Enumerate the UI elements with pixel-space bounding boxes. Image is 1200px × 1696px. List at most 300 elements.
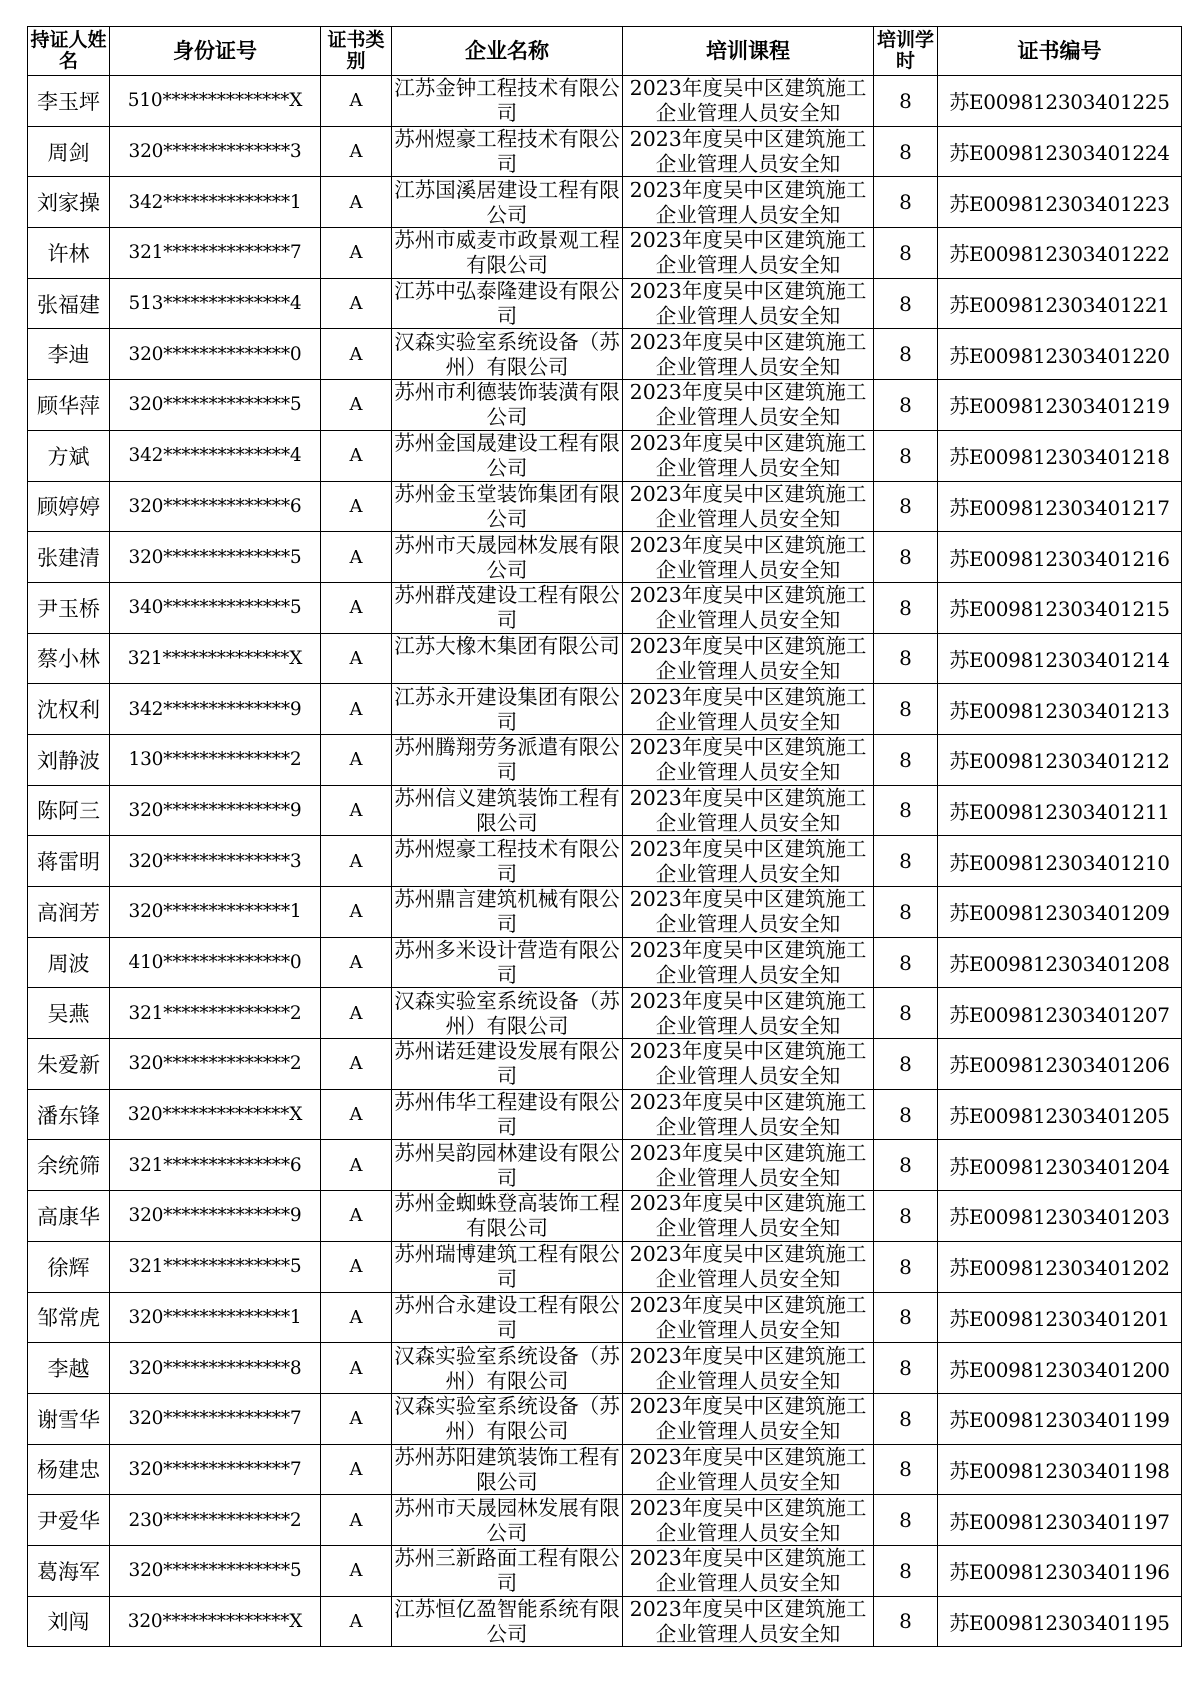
table-row xyxy=(28,887,1182,938)
company-name: 苏州鼎言建筑机械有限公司 xyxy=(394,887,620,937)
hours-cell: 8 xyxy=(874,1545,938,1596)
cert-category-cell: A xyxy=(321,937,392,988)
company-cell xyxy=(392,582,623,633)
hours-cell: 8 xyxy=(874,430,938,481)
company-name: 苏州金国晟建设工程有限公司 xyxy=(394,431,620,481)
holder-name-cell: 李越 xyxy=(28,1343,110,1394)
holder-name-cell: 杨建忠 xyxy=(28,1444,110,1495)
header-course: 培训课程 xyxy=(623,27,874,76)
company-cell xyxy=(392,228,623,279)
cert-no-cell: 苏E009812303401203 xyxy=(938,1191,1182,1242)
table-row xyxy=(28,278,1182,329)
course-name: 2023年度吴中区建筑施工企业管理人员安全知 xyxy=(629,684,867,734)
hours-cell: 8 xyxy=(874,1089,938,1140)
cert-no-cell: 苏E009812303401195 xyxy=(938,1596,1182,1647)
course-name: 2023年度吴中区建筑施工企业管理人员安全知 xyxy=(629,177,867,227)
company-name: 苏州煜豪工程技术有限公司 xyxy=(394,836,620,886)
cert-category-cell: A xyxy=(321,329,392,380)
cert-no-cell: 苏E009812303401208 xyxy=(938,937,1182,988)
header-id-number: 身份证号 xyxy=(110,27,321,76)
cert-no-cell: 苏E009812303401221 xyxy=(938,278,1182,329)
id-number-cell: 321**************2 xyxy=(110,988,321,1039)
holder-name-cell: 刘静波 xyxy=(28,734,110,785)
company-name: 苏州煜豪工程技术有限公司 xyxy=(394,127,620,177)
id-number-cell: 320**************1 xyxy=(110,1292,321,1343)
course-name: 2023年度吴中区建筑施工企业管理人员安全知 xyxy=(629,988,867,1038)
course-name: 2023年度吴中区建筑施工企业管理人员安全知 xyxy=(629,1394,867,1444)
hours-cell: 8 xyxy=(874,278,938,329)
holder-name-cell: 徐辉 xyxy=(28,1241,110,1292)
hours-cell: 8 xyxy=(874,887,938,938)
cert-category-cell: A xyxy=(321,76,392,127)
hours-cell: 8 xyxy=(874,836,938,887)
course-name: 2023年度吴中区建筑施工企业管理人员安全知 xyxy=(629,785,867,835)
cert-category-cell: A xyxy=(321,734,392,785)
cert-category-cell: A xyxy=(321,380,392,431)
company-name: 苏州市利德装饰装潢有限公司 xyxy=(394,380,620,430)
holder-name-cell: 尹爱华 xyxy=(28,1495,110,1546)
holder-name-cell: 李迪 xyxy=(28,329,110,380)
company-name: 汉森实验室系统设备（苏州）有限公司 xyxy=(394,1343,620,1393)
cert-category-cell: A xyxy=(321,684,392,735)
table-row xyxy=(28,1596,1182,1647)
hours-cell: 8 xyxy=(874,1191,938,1242)
holder-name-cell: 邹常虎 xyxy=(28,1292,110,1343)
table-row xyxy=(28,1191,1182,1242)
company-cell xyxy=(392,988,623,1039)
company-name: 江苏国溪居建设工程有限公司 xyxy=(394,177,620,227)
id-number-cell: 130**************2 xyxy=(110,734,321,785)
company-name: 苏州金玉堂装饰集团有限公司 xyxy=(394,481,620,531)
cert-no-cell: 苏E009812303401217 xyxy=(938,481,1182,532)
table-row xyxy=(28,1545,1182,1596)
course-name: 2023年度吴中区建筑施工企业管理人员安全知 xyxy=(629,836,867,886)
course-cell xyxy=(623,684,874,735)
holder-name-cell: 刘闯 xyxy=(28,1596,110,1647)
cert-no-cell: 苏E009812303401196 xyxy=(938,1545,1182,1596)
table-row xyxy=(28,228,1182,279)
table-row xyxy=(28,1495,1182,1546)
hours-cell: 8 xyxy=(874,177,938,228)
cert-no-cell: 苏E009812303401218 xyxy=(938,430,1182,481)
table-row xyxy=(28,1039,1182,1090)
company-cell xyxy=(392,1393,623,1444)
holder-name-cell: 张建清 xyxy=(28,532,110,583)
id-number-cell: 320**************5 xyxy=(110,532,321,583)
hours-cell: 8 xyxy=(874,1495,938,1546)
course-cell xyxy=(623,177,874,228)
id-number-cell: 320**************0 xyxy=(110,329,321,380)
cert-no-cell: 苏E009812303401212 xyxy=(938,734,1182,785)
cert-no-cell: 苏E009812303401211 xyxy=(938,785,1182,836)
table-row xyxy=(28,481,1182,532)
cert-category-cell: A xyxy=(321,988,392,1039)
table-row xyxy=(28,937,1182,988)
holder-name-cell: 沈权利 xyxy=(28,684,110,735)
course-name: 2023年度吴中区建筑施工企业管理人员安全知 xyxy=(629,532,867,582)
course-cell xyxy=(623,1495,874,1546)
holder-name-cell: 周剑 xyxy=(28,126,110,177)
cert-no-cell: 苏E009812303401210 xyxy=(938,836,1182,887)
table-row xyxy=(28,76,1182,127)
company-cell xyxy=(392,329,623,380)
holder-name-cell: 蔡小林 xyxy=(28,633,110,684)
cert-category-cell: A xyxy=(321,1444,392,1495)
id-number-cell: 320**************3 xyxy=(110,126,321,177)
company-cell xyxy=(392,278,623,329)
cert-category-cell: A xyxy=(321,430,392,481)
course-cell xyxy=(623,126,874,177)
company-name: 江苏大橡木集团有限公司 xyxy=(394,633,620,658)
id-number-cell: 342**************9 xyxy=(110,684,321,735)
course-name: 2023年度吴中区建筑施工企业管理人员安全知 xyxy=(629,76,867,126)
company-name: 苏州诺廷建设发展有限公司 xyxy=(394,1039,620,1089)
cert-category-cell: A xyxy=(321,1089,392,1140)
hours-cell: 8 xyxy=(874,684,938,735)
table-row xyxy=(28,1241,1182,1292)
course-cell xyxy=(623,1140,874,1191)
hours-cell: 8 xyxy=(874,988,938,1039)
company-cell xyxy=(392,1039,623,1090)
company-cell xyxy=(392,684,623,735)
company-cell xyxy=(392,1241,623,1292)
course-cell xyxy=(623,887,874,938)
table-row xyxy=(28,1343,1182,1394)
course-name: 2023年度吴中区建筑施工企业管理人员安全知 xyxy=(629,1090,867,1140)
course-name: 2023年度吴中区建筑施工企业管理人员安全知 xyxy=(629,1191,867,1241)
holder-name-cell: 张福建 xyxy=(28,278,110,329)
course-cell xyxy=(623,1241,874,1292)
cert-category-cell: A xyxy=(321,1495,392,1546)
cert-category-cell: A xyxy=(321,1191,392,1242)
cert-category-cell: A xyxy=(321,126,392,177)
company-cell xyxy=(392,1495,623,1546)
table-row xyxy=(28,532,1182,583)
hours-cell: 8 xyxy=(874,734,938,785)
id-number-cell: 320**************2 xyxy=(110,1039,321,1090)
company-name: 江苏永开建设集团有限公司 xyxy=(394,684,620,734)
cert-category-cell: A xyxy=(321,228,392,279)
table-row xyxy=(28,1444,1182,1495)
course-cell xyxy=(623,988,874,1039)
company-name: 苏州三新路面工程有限公司 xyxy=(394,1546,620,1596)
holder-name-cell: 尹玉桥 xyxy=(28,582,110,633)
cert-no-cell: 苏E009812303401215 xyxy=(938,582,1182,633)
company-name: 苏州信义建筑装饰工程有限公司 xyxy=(394,785,620,835)
table-row xyxy=(28,988,1182,1039)
hours-cell: 8 xyxy=(874,126,938,177)
cert-category-cell: A xyxy=(321,481,392,532)
course-cell xyxy=(623,836,874,887)
cert-category-cell: A xyxy=(321,1039,392,1090)
company-cell xyxy=(392,734,623,785)
table-body xyxy=(28,76,1182,1647)
company-cell xyxy=(392,836,623,887)
id-number-cell: 510**************X xyxy=(110,76,321,127)
cert-category-cell: A xyxy=(321,785,392,836)
cert-no-cell: 苏E009812303401207 xyxy=(938,988,1182,1039)
id-number-cell: 342**************4 xyxy=(110,430,321,481)
cert-category-cell: A xyxy=(321,177,392,228)
cert-category-cell: A xyxy=(321,1292,392,1343)
course-cell xyxy=(623,76,874,127)
course-name: 2023年度吴中区建筑施工企业管理人员安全知 xyxy=(629,938,867,988)
id-number-cell: 320**************7 xyxy=(110,1444,321,1495)
cert-category-cell: A xyxy=(321,1596,392,1647)
company-name: 苏州伟华工程建设有限公司 xyxy=(394,1090,620,1140)
cert-no-cell: 苏E009812303401206 xyxy=(938,1039,1182,1090)
cert-category-cell: A xyxy=(321,1140,392,1191)
company-cell xyxy=(392,1292,623,1343)
id-number-cell: 320**************5 xyxy=(110,1545,321,1596)
id-number-cell: 320**************X xyxy=(110,1089,321,1140)
company-cell xyxy=(392,1444,623,1495)
course-name: 2023年度吴中区建筑施工企业管理人员安全知 xyxy=(629,127,867,177)
company-cell xyxy=(392,785,623,836)
table-row xyxy=(28,1393,1182,1444)
company-name: 苏州市天晟园林发展有限公司 xyxy=(394,1495,620,1545)
holder-name-cell: 潘东锋 xyxy=(28,1089,110,1140)
table-header-row xyxy=(28,27,1182,76)
cert-category-cell: A xyxy=(321,1241,392,1292)
holder-name-cell: 葛海军 xyxy=(28,1545,110,1596)
cert-category-cell: A xyxy=(321,582,392,633)
company-name: 汉森实验室系统设备（苏州）有限公司 xyxy=(394,1394,620,1444)
holder-name-cell: 陈阿三 xyxy=(28,785,110,836)
hours-cell: 8 xyxy=(874,532,938,583)
company-cell xyxy=(392,76,623,127)
table-row xyxy=(28,380,1182,431)
company-cell xyxy=(392,1343,623,1394)
course-cell xyxy=(623,1393,874,1444)
holder-name-cell: 顾华萍 xyxy=(28,380,110,431)
table-row xyxy=(28,785,1182,836)
id-number-cell: 320**************3 xyxy=(110,836,321,887)
course-name: 2023年度吴中区建筑施工企业管理人员安全知 xyxy=(629,1444,867,1494)
table-row xyxy=(28,684,1182,735)
course-name: 2023年度吴中区建筑施工企业管理人员安全知 xyxy=(629,887,867,937)
cert-category-cell: A xyxy=(321,278,392,329)
table-row xyxy=(28,582,1182,633)
course-name: 2023年度吴中区建筑施工企业管理人员安全知 xyxy=(629,1039,867,1089)
course-name: 2023年度吴中区建筑施工企业管理人员安全知 xyxy=(629,1140,867,1190)
cert-category-cell: A xyxy=(321,836,392,887)
cert-no-cell: 苏E009812303401200 xyxy=(938,1343,1182,1394)
company-cell xyxy=(392,1545,623,1596)
id-number-cell: 321**************5 xyxy=(110,1241,321,1292)
header-hours: 培训学时 xyxy=(874,27,938,76)
cert-no-cell: 苏E009812303401216 xyxy=(938,532,1182,583)
cert-no-cell: 苏E009812303401202 xyxy=(938,1241,1182,1292)
company-name: 江苏中弘泰隆建设有限公司 xyxy=(394,279,620,329)
hours-cell: 8 xyxy=(874,582,938,633)
hours-cell: 8 xyxy=(874,1241,938,1292)
course-name: 2023年度吴中区建筑施工企业管理人员安全知 xyxy=(629,279,867,329)
course-cell xyxy=(623,1191,874,1242)
hours-cell: 8 xyxy=(874,1292,938,1343)
company-cell xyxy=(392,1191,623,1242)
course-name: 2023年度吴中区建筑施工企业管理人员安全知 xyxy=(629,1546,867,1596)
company-name: 江苏恒亿盈智能系统有限公司 xyxy=(394,1596,620,1646)
id-number-cell: 320**************9 xyxy=(110,1191,321,1242)
cert-category-cell: A xyxy=(321,633,392,684)
id-number-cell: 321**************X xyxy=(110,633,321,684)
course-name: 2023年度吴中区建筑施工企业管理人员安全知 xyxy=(629,1292,867,1342)
holder-name-cell: 余统筛 xyxy=(28,1140,110,1191)
holder-name-cell: 吴燕 xyxy=(28,988,110,1039)
header-cert-category: 证书类别 xyxy=(321,27,392,76)
company-name: 苏州市威麦市政景观工程有限公司 xyxy=(394,228,620,278)
cert-no-cell: 苏E009812303401220 xyxy=(938,329,1182,380)
holder-name-cell: 朱爱新 xyxy=(28,1039,110,1090)
holder-name-cell: 李玉坪 xyxy=(28,76,110,127)
company-cell xyxy=(392,430,623,481)
id-number-cell: 230**************2 xyxy=(110,1495,321,1546)
cert-category-cell: A xyxy=(321,887,392,938)
cert-no-cell: 苏E009812303401209 xyxy=(938,887,1182,938)
course-cell xyxy=(623,785,874,836)
table-row xyxy=(28,1089,1182,1140)
cert-no-cell: 苏E009812303401198 xyxy=(938,1444,1182,1495)
table-row xyxy=(28,1140,1182,1191)
holder-name-cell: 方斌 xyxy=(28,430,110,481)
company-cell xyxy=(392,1596,623,1647)
company-name: 苏州合永建设工程有限公司 xyxy=(394,1292,620,1342)
id-number-cell: 320**************8 xyxy=(110,1343,321,1394)
course-cell xyxy=(623,228,874,279)
hours-cell: 8 xyxy=(874,1444,938,1495)
company-name: 汉森实验室系统设备（苏州）有限公司 xyxy=(394,988,620,1038)
cert-category-cell: A xyxy=(321,532,392,583)
course-name: 2023年度吴中区建筑施工企业管理人员安全知 xyxy=(629,431,867,481)
course-cell xyxy=(623,1292,874,1343)
hours-cell: 8 xyxy=(874,76,938,127)
course-cell xyxy=(623,1545,874,1596)
course-cell xyxy=(623,633,874,684)
holder-name-cell: 蒋雷明 xyxy=(28,836,110,887)
company-name: 苏州苏阳建筑装饰工程有限公司 xyxy=(394,1444,620,1494)
hours-cell: 8 xyxy=(874,228,938,279)
cert-no-cell: 苏E009812303401222 xyxy=(938,228,1182,279)
course-name: 2023年度吴中区建筑施工企业管理人员安全知 xyxy=(629,583,867,633)
cert-category-cell: A xyxy=(321,1343,392,1394)
table-row xyxy=(28,633,1182,684)
course-cell xyxy=(623,1444,874,1495)
course-cell xyxy=(623,1596,874,1647)
holder-name-cell: 许林 xyxy=(28,228,110,279)
cert-no-cell: 苏E009812303401223 xyxy=(938,177,1182,228)
cert-no-cell: 苏E009812303401225 xyxy=(938,76,1182,127)
table-row xyxy=(28,734,1182,785)
company-name: 江苏金钟工程技术有限公司 xyxy=(394,76,620,126)
id-number-cell: 320**************5 xyxy=(110,380,321,431)
hours-cell: 8 xyxy=(874,380,938,431)
cert-no-cell: 苏E009812303401204 xyxy=(938,1140,1182,1191)
hours-cell: 8 xyxy=(874,481,938,532)
holder-name-cell: 周波 xyxy=(28,937,110,988)
company-cell xyxy=(392,1140,623,1191)
id-number-cell: 320**************6 xyxy=(110,481,321,532)
course-cell xyxy=(623,329,874,380)
hours-cell: 8 xyxy=(874,1039,938,1090)
company-cell xyxy=(392,532,623,583)
course-name: 2023年度吴中区建筑施工企业管理人员安全知 xyxy=(629,1495,867,1545)
company-name: 苏州腾翔劳务派遣有限公司 xyxy=(394,735,620,785)
company-name: 苏州金蜘蛛登高装饰工程有限公司 xyxy=(394,1191,620,1241)
course-name: 2023年度吴中区建筑施工企业管理人员安全知 xyxy=(629,329,867,379)
course-name: 2023年度吴中区建筑施工企业管理人员安全知 xyxy=(629,633,867,683)
cert-no-cell: 苏E009812303401205 xyxy=(938,1089,1182,1140)
hours-cell: 8 xyxy=(874,1343,938,1394)
id-number-cell: 321**************7 xyxy=(110,228,321,279)
company-name: 汉森实验室系统设备（苏州）有限公司 xyxy=(394,329,620,379)
table-row xyxy=(28,177,1182,228)
course-cell xyxy=(623,380,874,431)
course-name: 2023年度吴中区建筑施工企业管理人员安全知 xyxy=(629,1242,867,1292)
company-cell xyxy=(392,1089,623,1140)
course-name: 2023年度吴中区建筑施工企业管理人员安全知 xyxy=(629,1596,867,1646)
hours-cell: 8 xyxy=(874,633,938,684)
table-row xyxy=(28,1292,1182,1343)
header-cert-no: 证书编号 xyxy=(938,27,1182,76)
id-number-cell: 410**************0 xyxy=(110,937,321,988)
company-cell xyxy=(392,177,623,228)
table-row xyxy=(28,329,1182,380)
company-cell xyxy=(392,633,623,684)
id-number-cell: 321**************6 xyxy=(110,1140,321,1191)
course-cell xyxy=(623,582,874,633)
holder-name-cell: 顾婷婷 xyxy=(28,481,110,532)
table-row xyxy=(28,430,1182,481)
cert-no-cell: 苏E009812303401214 xyxy=(938,633,1182,684)
table-row xyxy=(28,126,1182,177)
course-cell xyxy=(623,430,874,481)
certificate-table xyxy=(27,26,1182,1647)
id-number-cell: 342**************1 xyxy=(110,177,321,228)
hours-cell: 8 xyxy=(874,937,938,988)
header-company: 企业名称 xyxy=(392,27,623,76)
company-cell xyxy=(392,126,623,177)
id-number-cell: 340**************5 xyxy=(110,582,321,633)
id-number-cell: 320**************1 xyxy=(110,887,321,938)
company-name: 苏州多米设计营造有限公司 xyxy=(394,938,620,988)
cert-no-cell: 苏E009812303401224 xyxy=(938,126,1182,177)
hours-cell: 8 xyxy=(874,1140,938,1191)
holder-name-cell: 高润芳 xyxy=(28,887,110,938)
company-name: 苏州群茂建设工程有限公司 xyxy=(394,583,620,633)
course-cell xyxy=(623,532,874,583)
table-row xyxy=(28,836,1182,887)
cert-no-cell: 苏E009812303401213 xyxy=(938,684,1182,735)
course-name: 2023年度吴中区建筑施工企业管理人员安全知 xyxy=(629,228,867,278)
course-cell xyxy=(623,1039,874,1090)
course-cell xyxy=(623,1343,874,1394)
company-name: 苏州吴韵园林建设有限公司 xyxy=(394,1140,620,1190)
course-cell xyxy=(623,734,874,785)
course-cell xyxy=(623,1089,874,1140)
cert-category-cell: A xyxy=(321,1545,392,1596)
holder-name-cell: 谢雪华 xyxy=(28,1393,110,1444)
course-name: 2023年度吴中区建筑施工企业管理人员安全知 xyxy=(629,1343,867,1393)
hours-cell: 8 xyxy=(874,1393,938,1444)
cert-no-cell: 苏E009812303401199 xyxy=(938,1393,1182,1444)
holder-name-cell: 刘家操 xyxy=(28,177,110,228)
course-cell xyxy=(623,937,874,988)
hours-cell: 8 xyxy=(874,785,938,836)
company-name: 苏州瑞博建筑工程有限公司 xyxy=(394,1242,620,1292)
header-holder-name: 持证人姓名 xyxy=(28,27,110,76)
holder-name-cell: 高康华 xyxy=(28,1191,110,1242)
